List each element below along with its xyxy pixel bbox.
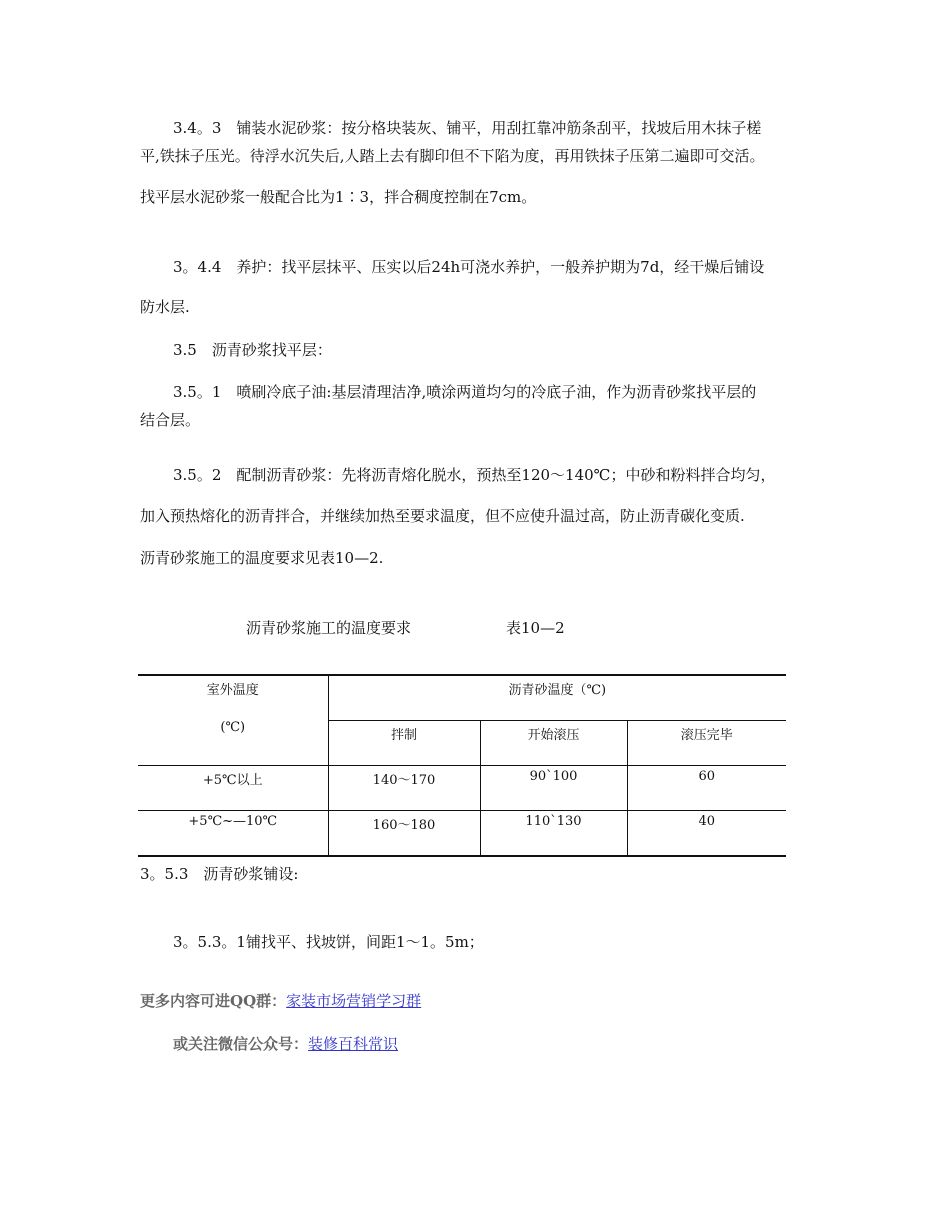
table-row — [138, 766, 786, 811]
wechat-account-link[interactable]: 装修百科常识 — [308, 1035, 399, 1053]
table-cell-mix: 160～180 — [328, 811, 480, 857]
qq-group-link[interactable]: 家装市场营销学习群 — [286, 992, 422, 1010]
table-cell-start: 90`100 — [480, 766, 627, 811]
table-cell-end: 60 — [627, 766, 786, 811]
header-outdoor-unit: (℃) — [220, 720, 246, 735]
header-outdoor-label: 室外温度 — [206, 683, 259, 698]
promo-wechat-label: 或关注微信公众号： — [173, 1035, 309, 1053]
table-cell-end: 40 — [627, 811, 786, 857]
temperature-table — [138, 674, 786, 857]
subheader-start-rolling: 开始滚压 — [480, 721, 627, 766]
table-cell-mix: 140～170 — [328, 766, 480, 811]
table-cell-outdoor: +5℃以上 — [138, 766, 328, 811]
table-number: 表10—2 — [506, 619, 565, 637]
promo-wechat — [173, 1034, 398, 1054]
table-cell-outdoor: +5℃~—10℃ — [138, 811, 328, 857]
paragraph-3-5-2-line-2: 加入预热熔化的沥青拌合，并继续加热至要求温度，但不应使升温过高，防止沥青碳化变质. — [140, 507, 745, 525]
paragraph-3-4-3-line-2: 平,铁抹子压光。待浮水沉失后,人踏上去有脚印但不下陷为度，再用铁抹子压第二遍即可交活。 — [140, 147, 765, 165]
header-outdoor-temperature — [138, 675, 328, 766]
table-header-row — [138, 675, 786, 721]
paragraph-3-4-4-line-2: 防水层. — [140, 298, 190, 316]
table-caption: 沥青砂浆施工的温度要求 — [246, 619, 412, 637]
subheader-mix: 拌制 — [328, 721, 480, 766]
section-3-5-heading: 3.5 沥青砂浆找平层： — [173, 341, 332, 359]
paragraph-3-4-3-line-1: 3.4。3 铺装水泥砂浆：按分格块装灰、铺平，用刮扛靠冲筋条刮平，找坡后用木抹子槎 — [173, 119, 762, 137]
section-3-5-3-heading: 3。5.3 沥青砂浆铺设: — [140, 865, 299, 883]
promo-qq — [140, 991, 421, 1011]
subheader-end-rolling: 滚压完毕 — [627, 721, 786, 766]
paragraph-3-4-3-line-3: 找平层水泥砂浆一般配合比为1∶3，拌合稠度控制在7cm。 — [140, 188, 537, 206]
table-row — [138, 811, 786, 857]
paragraph-3-5-1-line-1: 3.5。1 喷刷冷底子油:基层清理洁净,喷涂两道均匀的冷底子油，作为沥青砂浆找平层的 — [173, 383, 757, 401]
promo-qq-label: 更多内容可进QQ群： — [140, 992, 287, 1010]
paragraph-3-5-1-line-2: 结合层。 — [140, 411, 201, 429]
paragraph-3-4-4-line-1: 3。4.4 养护：找平层抹平、压实以后24h可浇水养护，一般养护期为7d，经干燥后铺设 — [173, 258, 765, 276]
header-asphalt-temperature: 沥青砂温度（℃) — [328, 675, 786, 721]
paragraph-3-5-3-1: 3。5.3。1铺找平、找坡饼，间距1～1。5m； — [173, 933, 484, 951]
table-cell-start: 110`130 — [480, 811, 627, 857]
paragraph-3-5-2-line-1: 3.5。2 配制沥青砂浆：先将沥青熔化脱水，预热至120～140℃；中砂和粉料拌合均匀， — [173, 466, 776, 484]
paragraph-3-5-2-line-3: 沥青砂浆施工的温度要求见表10—2. — [140, 549, 384, 567]
